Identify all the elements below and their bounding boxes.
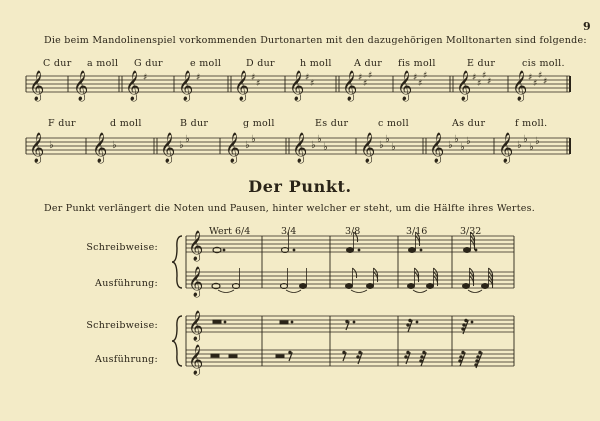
svg-text:♯: ♯ — [305, 73, 310, 83]
svg-text:𝄞: 𝄞 — [456, 71, 472, 101]
key-label-f-dur: F dur — [48, 118, 76, 129]
rests-schreibweise-label: Schreibweise: — [86, 320, 158, 331]
svg-text:♯: ♯ — [528, 73, 533, 83]
intro-text: Die beim Mandolinenspiel vorkommenden Durtonarten mit den dazugehörigen Molltonarten sind folgende: — [44, 35, 587, 46]
svg-text:♭: ♭ — [529, 142, 534, 153]
svg-text:♯: ♯ — [413, 73, 418, 83]
svg-text:♯: ♯ — [482, 71, 487, 81]
notes-ausfuehrung-label: Ausführung: — [95, 278, 158, 289]
example-barlines — [186, 236, 514, 366]
svg-text:♯: ♯ — [477, 79, 482, 89]
svg-text:𝄞: 𝄞 — [125, 71, 141, 101]
notes-schreibweise-label: Schreibweise: — [86, 242, 158, 253]
svg-text:♭: ♭ — [523, 134, 528, 145]
svg-text:♯: ♯ — [543, 77, 548, 87]
svg-text:𝄞: 𝄞 — [160, 133, 176, 163]
svg-text:𝄞: 𝄞 — [397, 71, 413, 101]
svg-text:♭: ♭ — [317, 134, 322, 145]
svg-text:♭: ♭ — [379, 140, 384, 151]
svg-text:𝄞: 𝄞 — [512, 71, 528, 101]
svg-text:♭: ♭ — [466, 136, 471, 147]
svg-text:♯: ♯ — [256, 79, 261, 89]
svg-text:♯: ♯ — [310, 79, 315, 89]
key-label-c-dur: C dur — [43, 58, 72, 69]
page-number: 9 — [583, 20, 591, 33]
key-label-d-moll: d moll — [110, 118, 142, 129]
svg-text:𝄞: 𝄞 — [292, 133, 308, 163]
rests-ausfuehrung-label: Ausführung: — [95, 354, 158, 365]
svg-text:♯: ♯ — [487, 77, 492, 87]
svg-text:𝄞: 𝄞 — [188, 231, 204, 261]
svg-text:♭: ♭ — [245, 140, 250, 151]
key-label-fis-moll: fis moll — [398, 58, 436, 69]
key-label-g-moll: g moll — [243, 118, 275, 129]
time-label-3-4: 3/4 — [281, 226, 297, 237]
svg-text:♯: ♯ — [368, 71, 373, 81]
svg-text:♭: ♭ — [179, 140, 184, 151]
svg-text:𝄞: 𝄞 — [429, 133, 445, 163]
svg-text:♯: ♯ — [358, 73, 363, 83]
time-label-3-16: 3/16 — [406, 226, 428, 237]
key-label-cis-moll: cis moll. — [522, 58, 565, 69]
svg-text:♭: ♭ — [112, 140, 117, 151]
key-label-a-moll: a moll — [87, 58, 119, 69]
svg-text:𝄞: 𝄞 — [73, 71, 89, 101]
svg-text:𝄞: 𝄞 — [178, 71, 194, 101]
treble-clefs — [29, 70, 527, 376]
svg-text:♯: ♯ — [418, 79, 423, 89]
svg-text:𝄞: 𝄞 — [360, 133, 376, 163]
svg-text:♭: ♭ — [49, 140, 54, 151]
svg-text:𝄞: 𝄞 — [188, 267, 204, 297]
time-label-6-4: Wert 6/4 — [209, 226, 251, 237]
svg-text:♭: ♭ — [391, 142, 396, 153]
section-text: Der Punkt verlängert die Noten und Pausen, hinter welcher er steht, um die Hälfte ihres Wertes. — [44, 203, 536, 214]
svg-text:♯: ♯ — [143, 73, 148, 83]
key-label-d-dur: D dur — [246, 58, 275, 69]
svg-text:♭: ♭ — [448, 140, 453, 151]
key-label-a-dur: A dur — [354, 58, 383, 69]
time-label-3-32: 3/32 — [460, 226, 482, 237]
key-label-f-moll: f moll. — [515, 118, 548, 129]
key-label-h-moll: h moll — [300, 58, 332, 69]
svg-text:𝄞: 𝄞 — [92, 133, 108, 163]
svg-text:𝄞: 𝄞 — [29, 71, 45, 101]
svg-text:𝄞: 𝄞 — [289, 71, 305, 101]
section-title: Der Punkt. — [248, 177, 352, 196]
svg-text:♭: ♭ — [251, 134, 256, 145]
svg-text:♭: ♭ — [185, 134, 190, 145]
svg-text:♭: ♭ — [460, 142, 465, 153]
key-label-c-moll: c moll — [378, 118, 409, 129]
svg-text:♯: ♯ — [196, 73, 201, 83]
svg-text:♯: ♯ — [538, 71, 543, 81]
svg-text:♭: ♭ — [385, 134, 390, 145]
time-label-3-8: 3/8 — [345, 226, 361, 237]
dotted-notes — [213, 232, 477, 253]
svg-text:♭: ♭ — [535, 136, 540, 147]
svg-text:♯: ♯ — [533, 79, 538, 89]
braces — [172, 236, 182, 366]
svg-text:𝄞: 𝄞 — [234, 71, 250, 101]
key-label-es-dur: Es dur — [315, 118, 349, 129]
svg-text:♭: ♭ — [311, 140, 316, 151]
svg-text:♯: ♯ — [472, 73, 477, 83]
svg-text:𝄞: 𝄞 — [342, 71, 358, 101]
svg-text:♭: ♭ — [517, 140, 522, 151]
key-label-g-dur: G dur — [134, 58, 163, 69]
svg-text:𝄞: 𝄞 — [188, 345, 204, 375]
svg-text:𝄞: 𝄞 — [225, 133, 241, 163]
key-label-b-dur: B dur — [180, 118, 209, 129]
svg-text:𝄞: 𝄞 — [188, 311, 204, 341]
key-label-e-dur: E dur — [467, 58, 496, 69]
svg-text:𝄞: 𝄞 — [29, 133, 45, 163]
svg-text:♭: ♭ — [323, 142, 328, 153]
key-label-e-moll: e moll — [190, 58, 222, 69]
svg-text:♯: ♯ — [363, 79, 368, 89]
svg-text:♭: ♭ — [454, 134, 459, 145]
svg-text:♯: ♯ — [423, 71, 428, 81]
svg-text:𝄞: 𝄞 — [498, 133, 514, 163]
key-label-as-dur: As dur — [452, 118, 486, 129]
svg-text:♯: ♯ — [251, 73, 256, 83]
